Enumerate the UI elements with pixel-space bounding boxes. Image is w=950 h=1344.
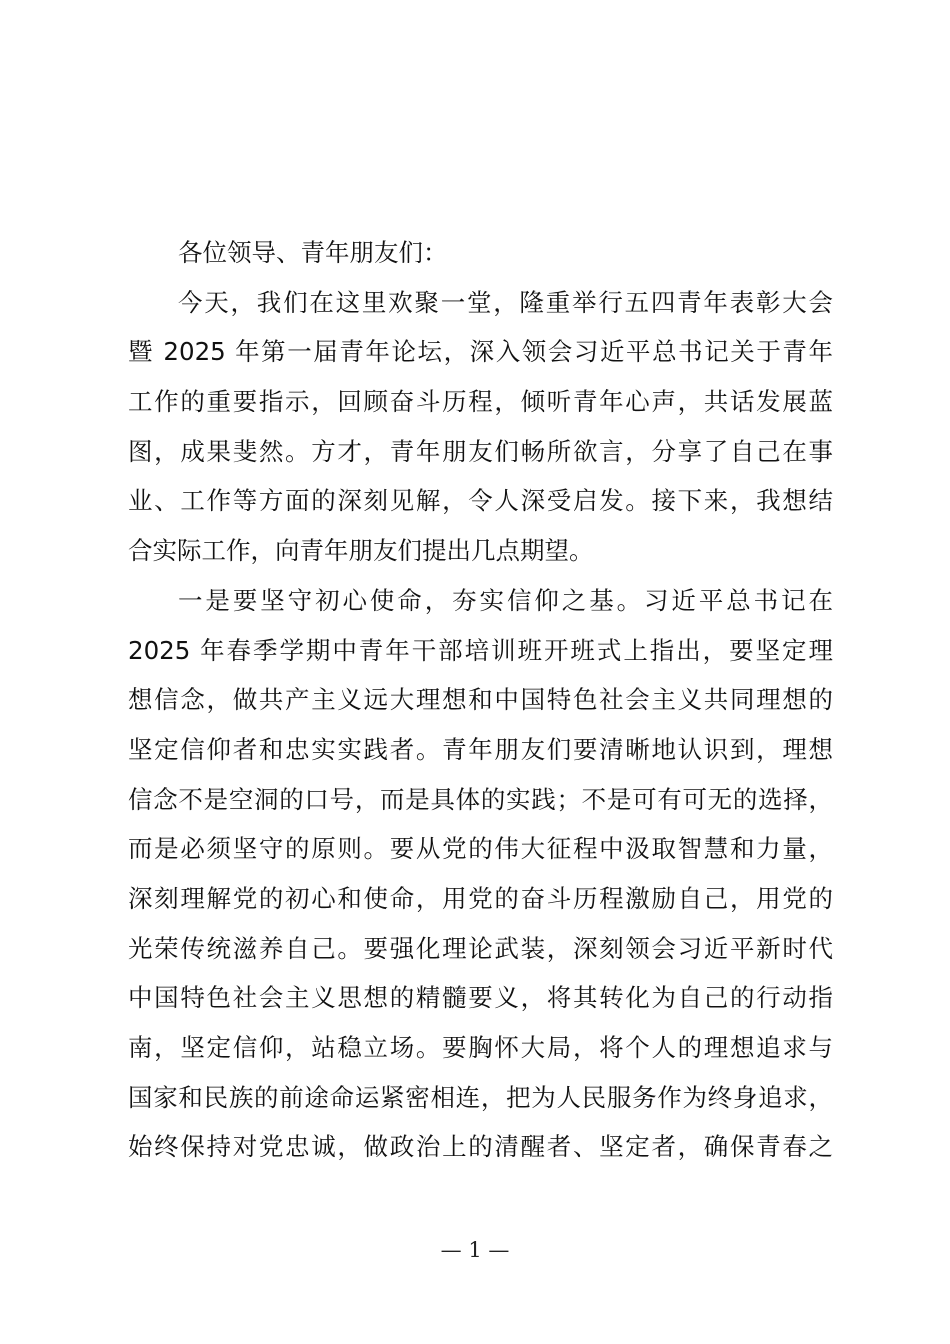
text-line: 国家和民族的前途命运紧密相连，把为人民服务作为终身追求，: [128, 1082, 833, 1112]
text-line: 深刻理解党的初心和使命，用党的奋斗历程激励自己，用党的: [128, 883, 833, 913]
text-line: 光荣传统滋养自己。要强化理论武装，深刻领会习近平新时代: [128, 933, 833, 963]
text-line: 坚定信仰者和忠实实践者。青年朋友们要清晰地认识到，理想: [128, 734, 833, 764]
text-line: 今天，我们在这里欢聚一堂，隆重举行五四青年表彰大会: [178, 287, 833, 317]
text-line: 图，成果斐然。方才，青年朋友们畅所欲言，分享了自己在事: [128, 436, 833, 466]
text-line: 中国特色社会主义思想的精髓要义，将其转化为自己的行动指: [128, 983, 833, 1013]
text-line: 南，坚定信仰，站稳立场。要胸怀大局，将个人的理想追求与: [128, 1033, 833, 1062]
text-line: 业、工作等方面的深刻见解，令人深受启发。接下来，我想结: [128, 486, 833, 516]
page-number: — 1 —: [440, 1238, 510, 1262]
text-line: 始终保持对党忠诚，做政治上的清醒者、坚定者，确保青春之: [128, 1132, 833, 1162]
text-line: 工作的重要指示，回顾奋斗历程，倾听青年心声，共话发展蓝: [128, 387, 833, 417]
text-line: 合实际工作，向青年朋友们提出几点期望。: [128, 536, 594, 566]
body-text: [128, 228, 833, 1172]
text-line: 各位领导、青年朋友们：: [178, 238, 448, 267]
text-line: 想信念，做共产主义远大理想和中国特色社会主义共同理想的: [128, 685, 833, 715]
text-line: 一是要坚守初心使命，夯实信仰之基。习近平总书记在: [178, 585, 833, 615]
text-line: 2025 年春季学期中青年干部培训班开班式上指出，要坚定理: [128, 635, 833, 665]
text-line: 而是必须坚守的原则。要从党的伟大征程中汲取智慧和力量，: [128, 834, 833, 864]
text-line: 暨 2025 年第一届青年论坛，深入领会习近平总书记关于青年: [128, 337, 833, 367]
text-line: 信念不是空洞的口号，而是具体的实践；不是可有可无的选择，: [128, 784, 833, 814]
